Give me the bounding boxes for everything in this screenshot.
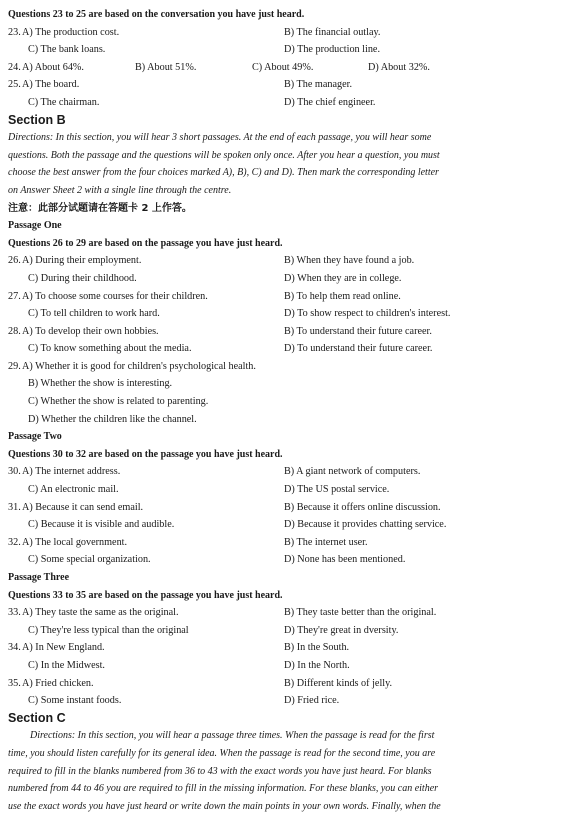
option-a: A) During their employment.: [22, 255, 142, 267]
option-c: C) Some instant foods.: [28, 695, 122, 707]
question-number: 25.: [8, 79, 21, 91]
question-30-row1: [8, 463, 572, 481]
option-a: A) Because it can send email.: [22, 501, 144, 513]
option-b: B) The manager.: [284, 79, 352, 91]
question-32-row1: [8, 534, 572, 552]
option-a: A) The board.: [22, 79, 80, 91]
option-b: B) A giant network of computers.: [284, 466, 421, 478]
option-c: C) About 49%.: [252, 61, 314, 73]
option-d: D) None has been mentioned.: [284, 554, 406, 566]
section-c-directions-line-4: numbered from 44 to 46 you are required to fill in the missing information. For these blanks, you can either: [8, 783, 439, 795]
option-c: C) Some special organization.: [28, 554, 151, 566]
question-28-row2: [8, 340, 572, 358]
option-b: B) The internet user.: [284, 536, 368, 548]
option-c: C) The chairman.: [28, 96, 100, 108]
section-c-directions-line-2: time, you should listen carefully for its general idea. When the passage is read for the second time, you are: [8, 747, 436, 759]
option-b: B) The financial outlay.: [284, 26, 381, 38]
passage-two-title: Passage Two: [8, 431, 62, 443]
question-33-row2: [8, 622, 572, 640]
option-d: D) To show respect to children's interest.: [284, 308, 451, 320]
option-b: B) To help them read online.: [284, 290, 401, 302]
chinese-answer-sheet-note: 注意：此部分试题请在答题卡 2 上作答。: [8, 202, 192, 214]
option-c: C) An electronic mail.: [28, 484, 119, 496]
question-27-row2: [8, 305, 572, 323]
option-b: B) To understand their future career.: [284, 325, 432, 337]
option-a: A) Whether it is good for children's psychological health.: [22, 360, 256, 372]
question-29-row3: [8, 393, 572, 411]
option-c: C) To know something about the media.: [28, 343, 192, 355]
option-b: B) They taste better than the original.: [284, 607, 437, 619]
option-c: C) In the Midwest.: [28, 659, 105, 671]
question-26-row1: [8, 252, 572, 270]
question-31-row1: [8, 499, 572, 517]
section-b-directions-line-4: on Answer Sheet 2 with a single line through the centre.: [8, 184, 232, 196]
section-b-directions-line-3: choose the best answer from the four choices marked A), B), C) and D). Then mark the corresponding letter: [8, 167, 439, 179]
passage-three-title: Passage Three: [8, 572, 70, 583]
q33-35-header: Questions 33 to 35 are based on the passage you have just heard.: [8, 589, 283, 601]
option-c: C) To tell children to work hard.: [28, 308, 160, 320]
option-a: A) The local government.: [22, 536, 128, 548]
question-number: 26.: [8, 255, 21, 267]
option-d: D) The production line.: [284, 44, 381, 56]
option-a: A) In New England.: [22, 642, 105, 654]
section-c-title: Section C: [8, 710, 66, 725]
question-35-row2: [8, 692, 572, 710]
question-30-row2: [8, 481, 572, 499]
question-number: 33.: [8, 607, 21, 619]
section-c-directions-line-5: use the exact words you have just heard or write down the main points in your own words. Finally, when the: [8, 800, 441, 812]
option-d: D) Whether the children like the channel.: [28, 413, 197, 425]
question-34-row1: [8, 639, 572, 657]
option-b: B) About 51%.: [135, 61, 197, 73]
question-29-row4: [8, 411, 572, 429]
option-d: D) They're great in dversity.: [284, 624, 399, 636]
option-c: C) During their childhood.: [28, 272, 137, 284]
option-c: C) Whether the show is related to parenting.: [28, 396, 209, 408]
question-31-row2: [8, 516, 572, 534]
option-c: C) Because it is visible and audible.: [28, 519, 175, 531]
question-24-row: [8, 59, 572, 77]
option-a: A) The production cost.: [22, 26, 120, 38]
question-number: 29.: [8, 360, 21, 372]
question-34-row2: [8, 657, 572, 675]
option-a: A) To develop their own hobbies.: [22, 325, 159, 337]
question-23-row1: [8, 24, 572, 42]
option-d: D) When they are in college.: [284, 272, 402, 284]
question-number: 27.: [8, 290, 21, 302]
option-b: B) Because it offers online discussion.: [284, 501, 441, 513]
option-a: A) The internet address.: [22, 466, 121, 478]
option-d: D) The US postal service.: [284, 484, 390, 496]
section-b-directions-line-2: questions. Both the passage and the questions will be spoken only once. After you hear a question, you must: [8, 149, 440, 161]
question-26-row2: [8, 270, 572, 288]
question-23-row2: [8, 41, 572, 59]
question-number: 28.: [8, 325, 21, 337]
option-c: C) The bank loans.: [28, 44, 106, 56]
question-27-row1: [8, 288, 572, 306]
question-number: 23.: [8, 26, 21, 38]
option-a: A) About 64%.: [22, 61, 84, 73]
q26-29-header: Questions 26 to 29 are based on the passage you have just heard.: [8, 237, 283, 249]
question-28-row1: [8, 323, 572, 341]
option-c: C) They're less typical than the original: [28, 624, 189, 636]
question-29-row2: [8, 375, 572, 393]
question-number: 31.: [8, 501, 21, 513]
q30-32-header: Questions 30 to 32 are based on the passage you have just heard.: [8, 448, 283, 460]
option-d: D) Fried rice.: [284, 695, 340, 707]
section-b-title: Section B: [8, 112, 66, 127]
option-d: D) About 32%.: [368, 61, 430, 73]
question-29-row1: [8, 358, 572, 376]
section-b-directions-line-1: Directions: In this section, you will hear 3 short passages. At the end of each passage, you will hear some: [8, 132, 432, 144]
section-c-directions-line-3: required to fill in the blanks numbered from 36 to 43 with the exact words you have just heard. For blanks: [8, 765, 432, 777]
option-a: A) Fried chicken.: [22, 677, 94, 689]
option-b: B) In the South.: [284, 642, 350, 654]
exam-page: [8, 6, 572, 815]
question-number: 35.: [8, 677, 21, 689]
option-d: D) In the North.: [284, 659, 350, 671]
option-a: A) They taste the same as the original.: [22, 607, 179, 619]
option-d: D) Because it provides chatting service.: [284, 519, 447, 531]
q23-25-header: Questions 23 to 25 are based on the conversation you have just heard.: [8, 9, 305, 20]
passage-one-title: Passage One: [8, 220, 62, 232]
question-33-row1: [8, 604, 572, 622]
question-number: 34.: [8, 642, 21, 654]
section-c-directions-line-1: Directions: In this section, you will hear a passage three times. When the passage is read for the first: [30, 730, 435, 742]
option-d: D) The chief engineer.: [284, 96, 376, 108]
question-32-row2: [8, 551, 572, 569]
question-35-row1: [8, 675, 572, 693]
option-b: B) When they have found a job.: [284, 255, 415, 267]
question-25-row1: [8, 76, 572, 94]
option-b: B) Whether the show is interesting.: [28, 378, 173, 390]
question-number: 24.: [8, 61, 21, 73]
question-number: 32.: [8, 536, 21, 548]
option-b: B) Different kinds of jelly.: [284, 677, 393, 689]
option-d: D) To understand their future career.: [284, 343, 433, 355]
option-a: A) To choose some courses for their children.: [22, 290, 208, 302]
question-25-row2: [8, 94, 572, 112]
question-number: 30.: [8, 466, 21, 478]
